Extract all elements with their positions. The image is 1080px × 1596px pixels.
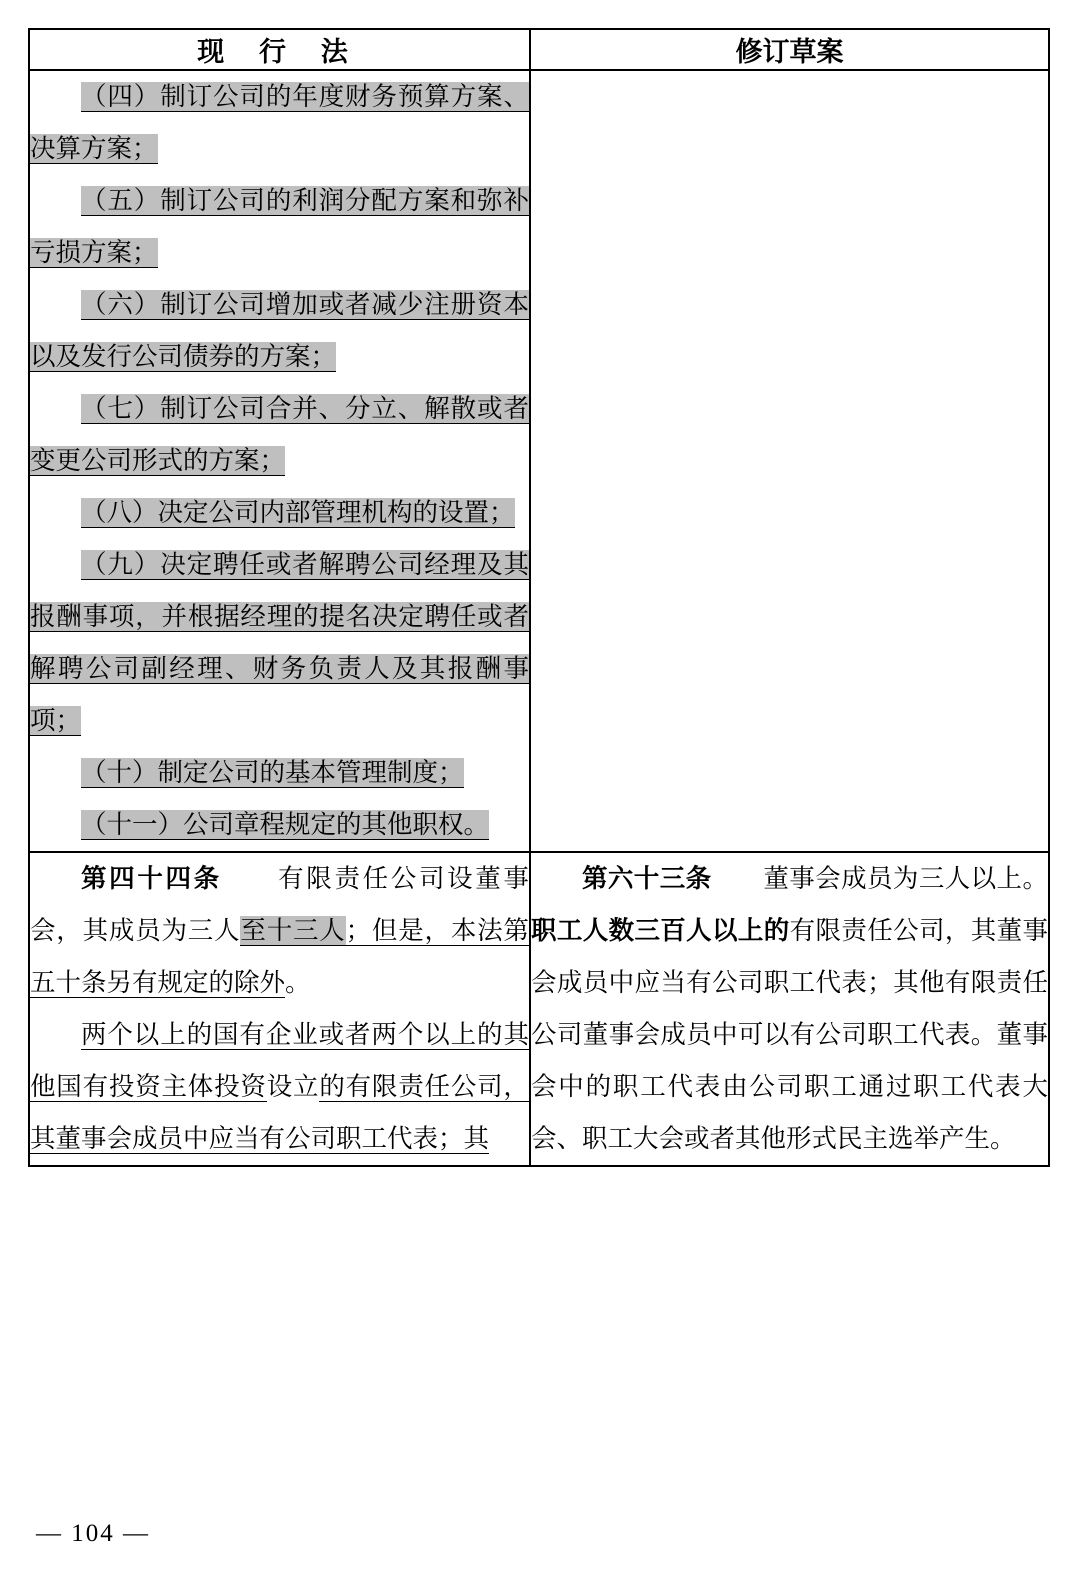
- text-segment: （六）制订公司增加或者减少注册资本以及发行公司债券的方案；: [30, 290, 529, 371]
- text-segment: 有限责任公司设董事会，其成员为三人: [30, 864, 529, 945]
- text-segment: （九）决定聘任或者解聘公司经理及其报酬事项，并根据经理的提名决定聘任或者解聘公司副经理、财务负责人及其报酬事项；: [30, 550, 529, 735]
- cell-revision-draft-2: [530, 852, 1049, 1166]
- paragraph: [531, 853, 1048, 1165]
- paragraph: [30, 175, 529, 279]
- text-segment: [712, 864, 764, 893]
- cell-current-law-1: [29, 70, 530, 852]
- text-segment: ；但是，: [345, 916, 451, 945]
- text-segment: [222, 864, 278, 893]
- text-segment: （八）决定公司内部管理机构的设置；: [81, 498, 515, 527]
- paragraph: [30, 539, 529, 747]
- paragraph-group-left-2: [30, 853, 529, 1165]
- comparison-table: [28, 28, 1050, 1167]
- paragraph: [30, 383, 529, 487]
- text-segment: （十一）公司章程规定的其他职权。: [81, 810, 490, 839]
- text-segment: 第四十四条: [81, 864, 222, 893]
- paragraph-group-left-1: [30, 71, 529, 851]
- paragraph: [30, 71, 529, 175]
- text-segment: 两个以上的国有企业或者两个以上的其他国有投资主体投资: [30, 1020, 529, 1101]
- text-segment: 设立: [266, 1072, 320, 1101]
- text-segment: （七）制订公司合并、分立、解散或者变更公司形式的方案；: [30, 394, 529, 475]
- table-row: [29, 852, 1049, 1166]
- text-segment: 至十三人: [240, 916, 346, 945]
- paragraph: [30, 1009, 529, 1165]
- table-header-row: [29, 29, 1049, 70]
- text-segment: 本法第五十条另有规定的除外: [30, 916, 529, 997]
- text-segment: 的有限责任公司，其董事会成员中应当有公司职工代表；其: [30, 1072, 529, 1153]
- page-number: — 104 —: [36, 1520, 150, 1547]
- header-current-law-label: 现 行 法: [197, 37, 362, 67]
- text-segment: 。: [285, 968, 311, 997]
- text-segment: （五）制订公司的利润分配方案和弥补亏损方案；: [30, 186, 529, 267]
- paragraph: [30, 747, 529, 799]
- header-current-law: [29, 29, 530, 70]
- header-revision-draft: [530, 29, 1049, 70]
- text-segment: （四）制订公司的年度财务预算方案、决算方案；: [30, 82, 529, 163]
- cell-current-law-2: [29, 852, 530, 1166]
- table-row: [29, 70, 1049, 852]
- text-segment: 第六十三条: [581, 864, 712, 893]
- text-segment: 有限责任公司，其董事会成员中应当有公司职工代表；其他有限责任公司董事会成员中可以有公司职工代表。董事会中的职工代表由公司职工通过职工代表大会、职工大会或者其他形式民主选举产生。: [530, 916, 1048, 1153]
- paragraph: [30, 853, 529, 1009]
- paragraph: [30, 799, 529, 851]
- header-revision-draft-label: 修订草案: [735, 37, 844, 67]
- paragraph: [30, 487, 529, 539]
- text-segment: 职工人数三百人以上的: [530, 916, 790, 945]
- cell-revision-draft-1: [530, 70, 1049, 852]
- paragraph-group-right-2: [531, 853, 1048, 1165]
- paragraph: [30, 279, 529, 383]
- text-segment: （十）制定公司的基本管理制度；: [81, 758, 464, 787]
- text-segment: 董事会成员为三人以上。: [763, 864, 1048, 893]
